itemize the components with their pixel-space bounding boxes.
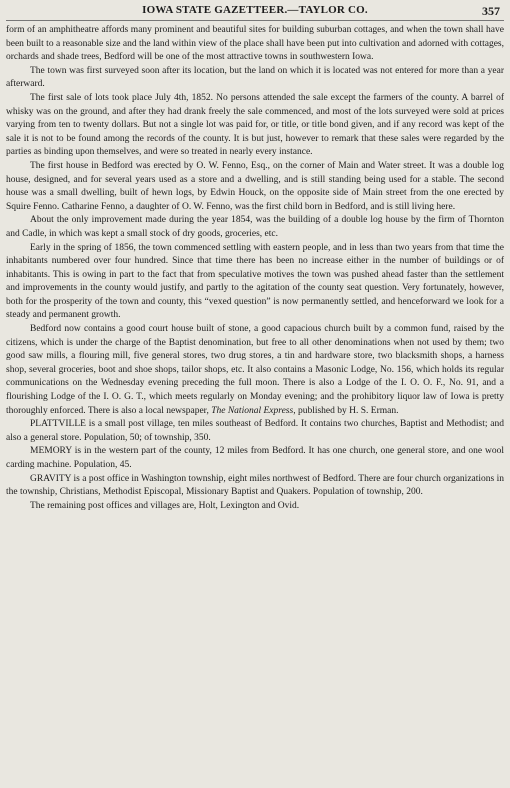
plattville-text: is a small post village, ten miles southeast of Bedford. It contains two churches, Baptist and Methodist; and also a general store. Population, 50; of township, 350.	[6, 419, 504, 443]
paragraph-first-sale: The first sale of lots took place July 4th, 1852. No persons attended the sale except the farmers of the county. A barrel of whisky was on the ground, and after they had drank freely the sale commenced, and most of the lots surveyed were sold at prices varying from ten to twenty dollars. But not a single lot was paid for, or title, or title bond given, and if any record was kept of the sale it is not to be found among the records of the county. It is but just, however to remark that these sales were regarded by the parties as binding upon themselves, and were so treated in nearly every instance.	[6, 92, 504, 158]
place-name-gravity: GRAVITY	[30, 473, 72, 484]
paragraph-survey: The town was first surveyed soon after its location, but the land on which it is located was not entered for more than a year afterward.	[6, 65, 504, 90]
bedford-text-after: , published by H. S. Erman.	[293, 405, 399, 416]
paragraph-gravity	[6, 473, 504, 500]
paragraph-memory	[6, 445, 504, 472]
paragraph-plattville	[6, 418, 504, 445]
running-head: IOWA STATE GAZETTEER.—TAYLOR CO.	[142, 4, 368, 16]
paragraph-remaining-offices: The remaining post offices and villages are, Holt, Lexington and Ovid.	[30, 500, 300, 511]
paragraph-1854-improvement: About the only improvement made during the year 1854, was the building of a double log house by the firm of Thornton and Cadle, in which was kept a small stock of dry goods, groceries, etc.	[6, 215, 504, 239]
place-name-memory: MEMORY	[30, 446, 72, 457]
paragraph-bedford-contents	[6, 323, 504, 418]
paragraph-1856-settlement: Early in the spring of 1856, the town commenced settling with eastern people, and in less than two years from that time the inhabitants numbered over four hundred. Since that time there has been no increase either in the number of buildings or of inhabitants. This is owing in part to the fact that from speculative motives the town was pushed ahead faster than the settlement and improvements in the county would justify, and partly to the agitation of the county seat question. Very fortunately, however, both for the prosperity of the town and county, this “vexed question” is now permanently settled, and henceforward we look for a steady and permanent growth.	[6, 242, 504, 321]
page-number: 357	[482, 4, 500, 18]
newspaper-name: The National Express	[211, 405, 294, 416]
page-header	[6, 4, 504, 21]
paragraph-first-house: The first house in Bedford was erected by O. W. Fenno, Esq., on the corner of Main and Water street. It was a double log house, designed, and for several years used as a store and a dwelling, and is still standing being used for a stable. The second house was a small dwelling, built of hewn logs, by Edwin Houck, on the opposite side of Main street from the one erected by Squire Fenno. Catharine Fenno, a daughter of O. W. Fenno, was the first child born in Bedford, and is still living here.	[6, 160, 504, 212]
page-body	[6, 24, 504, 513]
bedford-text-before: Bedford now contains a good court house built of stone, a good capacious church built by a common fund, raised by the citizens, which is under the charge of the Baptist denomination, but free to all other denominations when not used by them; two good saw mills, a flouring mill, five general stores, two drug stores, a tin and hardware store, two blacksmith shops, a harness shop, several groceries, boot and shoe shops, tailor shops, etc. It also contains a Masonic Lodge, No. 156, which holds its regular communications on the Wednesday evening preceding the full moon. There is also a Lodge of the I. O. O. F., No. 91, and a flourishing Lodge of the I. O. G. T., which meets regularly on Monday evening; and the prohibitory liquor law of Iowa is pretty thoroughly enforced. There is also a local newspaper,	[6, 324, 504, 416]
gravity-text: is a post office in Washington township, eight miles northwest of Bedford. There are four church organizations in the township, Christians, Methodist Episcopal, Missionary Baptist and Quakers. Population of township, 200.	[6, 473, 504, 498]
place-name-plattville: PLATTVILLE	[30, 419, 86, 430]
paragraph-continued: form of an amphitheatre affords many prominent and beautiful sites for building suburban cottages, and when the town shall have been built to a reasonable size and the land within view of the place shall have been put into cultivation and adorned with cottages, orchards and shade trees, Bedford will be one of the most attractive towns in southwestern Iowa.	[6, 25, 504, 63]
memory-text: is in the western part of the county, 12 miles from Bedford. It has one church, one general store, and one wool carding machine. Population, 45.	[6, 446, 504, 470]
